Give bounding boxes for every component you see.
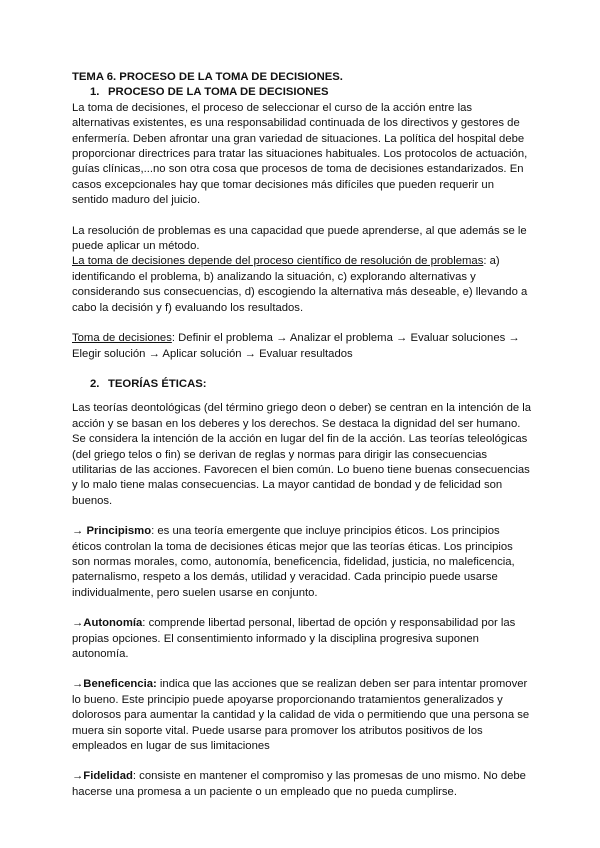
autonomia-paragraph [72,616,532,662]
paragraph-text: : comprende libertad personal, libertad de opción y responsabilidad por las propias opciones. El consentimiento informado y la disciplina progresiva suponen autonomía. [72,617,516,660]
paragraph-text: : Definir el problema → Analizar el problema → Evaluar soluciones → Elegir solución → Aplicar solución → Evaluar resultados [72,332,520,360]
paragraph-text: : a) identificando el problema, b) analizando la situación, c) explorando alternativas y considerando sus consecuencias, d) escogiendo la alternativa más deseable, e) llevando a cabo la decisión y f) evaluando los resultados. [72,255,528,314]
beneficencia-paragraph [72,677,532,754]
term-autonomia: Autonomía [83,617,143,630]
section-1-heading [72,85,532,100]
decision-steps [72,331,532,362]
principismo-paragraph [72,524,532,601]
section-2-paragraph-1: Las teorías deontológicas (del término griego deon o deber) se centran en la intención de la acción y se basan en los deberes y los derechos. Se destaca la dignidad del ser humano. Se considera la intención de la acción en lugar del fin de la acción. Las teorías teleológicas (del griego telos o fin) se derivan de reglas y normas para dirigir las consecuencias utilitarias de las acciones. Favorecen el bien común. Lo bueno tiene buenas consecuencias y lo malo tiene malas consecuencias. La mayor cantidad de bondad y de felicidad son buenos. [72,402,532,507]
underlined-phrase: La toma de decisiones depende del proceso científico de resolución de problemas [72,255,484,268]
fidelidad-paragraph [72,769,532,800]
paragraph-text: : es una teoría emergente que incluye principios éticos. Los principios éticos controlan la toma de decisiones éticas mejor que las teorías éticas. Los principios son normas morales, como, autonomía, beneficencia, fidelidad, justicia, no maleficencia, paternalismo, respeto a los demás, utilidad y veracidad. Cada principio puede usarse individualmente, pero suelen usarse en conjunto. [72,525,515,599]
document-title: TEMA 6. PROCESO DE LA TOMA DE DECISIONES. [72,71,343,83]
arrow-icon: → [72,617,84,630]
section-1-paragraph-3 [72,254,532,316]
section-1-paragraph-2: La resolución de problemas es una capacidad que puede aprenderse, al que además se le puede aplicar un método. [72,224,527,253]
paragraph-text: : consiste en mantener el compromiso y las promesas de uno mismo. No debe hacerse una promesa a un paciente o un empleado que no pueda cumplirse. [72,770,526,798]
paragraph-text: indica que las acciones que se realizan deben ser para intentar promover lo bueno. Este principio puede apoyarse proporcionando tratamientos generalizados y dolorosos para aumentar la cantidad y la calidad de vida o permitiendo que una persona se muera sin soporte vital. Puede usarse para promover los atributos positivos de los empleados en lugar de sus limitaciones [72,678,530,753]
arrow-icon: → [72,678,84,691]
section-1-number: 1. [90,86,100,99]
term-fidelidad: Fidelidad [83,770,133,783]
section-2-title: TEORÍAS ÉTICAS: [108,377,207,390]
term-beneficencia: Beneficencia: [83,678,157,691]
section-1-title: PROCESO DE LA TOMA DE DECISIONES [108,86,329,99]
underlined-phrase: Toma de decisiones [72,332,172,345]
section-2-number: 2. [90,377,100,390]
term-principismo: Principismo [86,525,152,538]
section-2-heading [72,377,532,392]
arrow-icon: → [72,770,84,783]
arrow-icon: → [72,525,87,538]
document-page [72,70,532,800]
section-1-paragraph-1: La toma de decisiones, el proceso de seleccionar el curso de la acción entre las alternativas existentes, es una responsabilidad continuada de los directivos y gestores de enfermería. Deben afrontar una gran variedad de situaciones. La política del hospital debe proporcionar directrices para tratar las situaciones habituales. Los protocolos de actuación, guías clínicas,...no son otra cosa que procesos de toma de decisiones estandarizados. En casos excepcionales hay que tomar decisiones más difíciles que pueden requerir un sentido maduro del juicio. [72,101,528,207]
